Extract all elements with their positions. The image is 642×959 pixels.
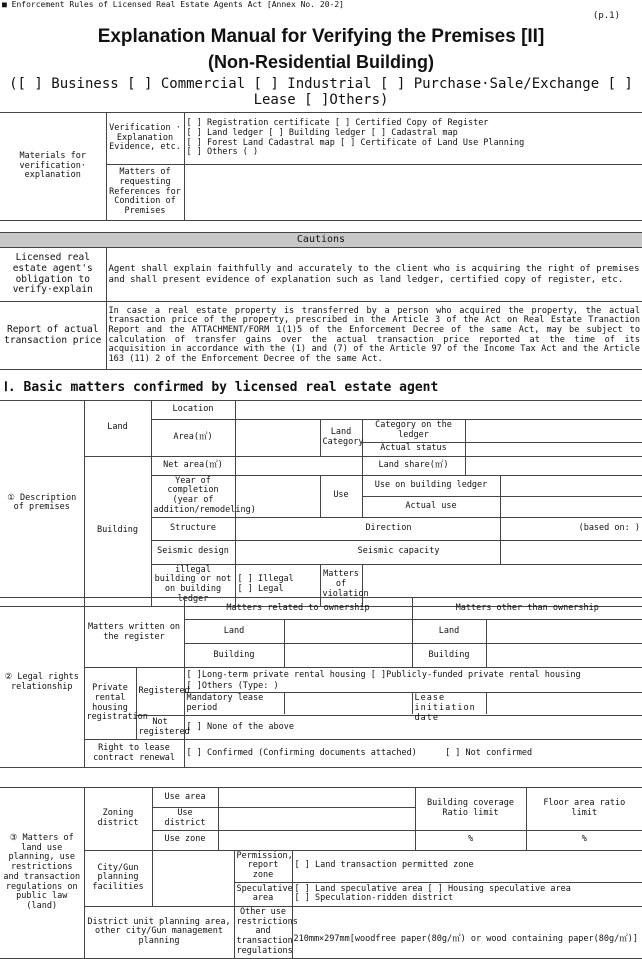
other-building-label: Building: [412, 644, 486, 668]
legal-label: ② Legal rights relationship: [0, 598, 84, 768]
net-area-field[interactable]: [235, 456, 362, 475]
materials-cautions-table: [0, 112, 642, 370]
seismic-capacity-label: Seismic capacity: [235, 540, 500, 564]
ownership-land-label: Land: [184, 620, 284, 644]
zoning-label: Zoning district: [84, 788, 152, 851]
land-label: Land: [84, 401, 151, 457]
evidence-options[interactable]: [184, 113, 642, 165]
speculative-options[interactable]: [292, 882, 642, 906]
bcr-label: Building coverage Ratio limit: [415, 788, 526, 831]
rental-registered-block[interactable]: [184, 668, 642, 723]
other-land-field[interactable]: [486, 620, 642, 644]
category-ledger-label: Category on the ledger: [362, 420, 465, 443]
actual-use-field[interactable]: [500, 496, 642, 517]
illegal-building-label: illegal building or not on building ledger: [151, 564, 235, 606]
evidence-line[interactable]: [ ] Land ledger [ ] Building ledger [ ] Cadastral map: [186, 127, 458, 138]
ownership-building-field[interactable]: [284, 644, 412, 668]
use-zone-label: Use zone: [152, 830, 218, 850]
confirmed-option[interactable]: [ ] Confirmed (Confirming documents attached): [186, 747, 417, 758]
actual-status-field[interactable]: [465, 442, 642, 456]
section-heading: Ⅰ. Basic matters confirmed by licensed real estate agent: [4, 380, 439, 395]
violation-label: Matters of violation: [320, 564, 362, 606]
other-land-label: Land: [412, 620, 486, 644]
not-registered-label: Not registered: [136, 716, 184, 740]
page-number: (p.1): [592, 11, 620, 21]
area-label: Area(㎡): [151, 420, 235, 457]
use-zone-field[interactable]: [218, 830, 415, 850]
direction-label: Direction: [235, 517, 500, 540]
description-table: [0, 400, 642, 607]
illegal-option[interactable]: [ ] Illegal: [237, 574, 294, 585]
land-share-field[interactable]: [465, 456, 642, 475]
renewal-label: Right to lease contract renewal: [84, 740, 184, 768]
request-label: Matters of requesting References for Condition of Premises: [106, 165, 184, 221]
form-reference: ■ Enforcement Rules of Licensed Real Estate Agents Act [Annex No. 20-2]: [2, 0, 344, 9]
rental-other-option[interactable]: [ ]Others (Type: ): [186, 680, 279, 691]
actual-use-label: Actual use: [362, 496, 500, 517]
speculative-label: Speculative area: [234, 882, 292, 906]
use-ledger-field[interactable]: [500, 475, 642, 496]
transaction-type-options[interactable]: ([ ] Business [ ] Commercial [ ] Industrial [ ] Purchase·Sale/Exchange [ ] Lease [ ]Others): [9, 76, 633, 108]
materials-label: Materials for verification· explanation: [0, 113, 106, 221]
rental-type-options[interactable]: [ ]Long-term private rental housing [ ]Publicly-funded private rental housing: [186, 669, 581, 680]
bcr-percent[interactable]: %: [415, 830, 526, 850]
land-category-label: Land Category: [320, 420, 362, 457]
other-ownership-label: Matters other than ownership: [412, 598, 642, 620]
evidence-line[interactable]: [ ] Others ( ): [186, 147, 259, 158]
evidence-line[interactable]: [ ] Forest Land Cadastral map [ ] Certificate of Land Use Planning: [186, 137, 525, 148]
category-ledger-field[interactable]: [465, 420, 642, 443]
paper-spec: 210mm×297mm[woodfree paper(80g/㎡) or wood containing paper(80g/㎡)]: [293, 934, 638, 944]
direction-based-on[interactable]: (based on: ): [500, 517, 642, 540]
evidence-label: Verification · Explanation Evidence, etc.: [106, 113, 184, 165]
legal-option[interactable]: [ ] Legal: [237, 584, 284, 595]
actual-status-label: Actual status: [362, 442, 465, 456]
page-title: Explanation Manual for Verifying the Premises [II]: [97, 26, 545, 47]
far-percent[interactable]: %: [526, 830, 642, 850]
legal-rights-table: [0, 597, 642, 768]
rental-label: Private rental housing registration: [84, 668, 136, 740]
report-text: In case a real estate property is transferred by a person who acquired the property, the actual transaction price of the property, prescribed in the Article 3 of the Act on Real Estate Tranaction Report and the ATTACHMENT/FORM 1(1)5 of the Enforcement Decree of the same Act, may be subject to calculation of transfer gains over the actual transaction price reported at the time of its acquisition in accordance with the (1) and (7) of the Article 97 of the Income Tax Act and the Article 163 (11) 2 of the Enforcement Decree of the same Act.: [106, 302, 642, 370]
use-label: Use: [320, 475, 362, 517]
evidence-line[interactable]: [ ] Registration certificate [ ] Certified Copy of Register: [186, 117, 489, 128]
cautions-header: Cautions: [0, 233, 642, 248]
lease-initiation-field[interactable]: [487, 693, 642, 714]
renewal-options[interactable]: [184, 740, 642, 768]
ownership-land-field[interactable]: [284, 620, 412, 644]
use-area-label: Use area: [152, 788, 218, 808]
ownership-building-label: Building: [184, 644, 284, 668]
landuse-label: ③ Matters of land use planning, use restrictions and transaction regulations on public law (land): [0, 788, 84, 959]
use-area-field[interactable]: [218, 788, 415, 808]
mandatory-period-label: Mandatory lease period: [185, 693, 285, 714]
speculative-line[interactable]: [ ] Land speculative area [ ] Housing speculative area: [294, 883, 571, 894]
use-district-label: Use district: [152, 808, 218, 831]
not-confirmed-option[interactable]: [ ] Not confirmed: [445, 747, 533, 758]
lease-initiation-label: Lease initiation date: [413, 693, 487, 714]
area-field[interactable]: [235, 420, 320, 457]
seismic-design-label: Seismic design: [151, 540, 235, 564]
request-field[interactable]: [184, 165, 642, 221]
other-use-label: Other use restrictions and transaction regulations: [234, 906, 292, 958]
far-label: Floor area ratio limit: [526, 788, 642, 831]
none-above-option[interactable]: [ ] None of the above: [184, 716, 642, 740]
location-field[interactable]: [235, 401, 642, 420]
permission-label: Permission, report zone: [234, 850, 292, 882]
obligation-text: Agent shall explain faithfully and accurately to the client who is acquiring the right of premises and shall present evidence of explanation such as land ledger, certified copy of register, etc.: [106, 248, 642, 302]
city-gun-label: City/Gun planning facilities: [84, 850, 152, 906]
registered-label: Registered: [136, 668, 184, 716]
description-label: ① Description of premises: [0, 401, 84, 607]
year-completion-label: Year of completion (year of addition/remodeling): [151, 475, 235, 517]
report-label: Report of actual transaction price: [0, 302, 106, 370]
use-ledger-label: Use on building ledger: [362, 475, 500, 496]
speculative-line[interactable]: [ ] Speculation-ridden district: [294, 893, 454, 904]
permitted-zone-option[interactable]: [ ] Land transaction permitted zone: [292, 850, 642, 882]
register-label: Matters written on the register: [84, 598, 184, 668]
district-unit-label: District unit planning area, other city/Gun management planning: [84, 906, 234, 958]
net-area-label: Net area(㎡): [151, 456, 235, 475]
use-district-field[interactable]: [218, 808, 415, 831]
location-label: Location: [151, 401, 235, 420]
page-subtitle: (Non-Residential Building): [208, 52, 434, 72]
seismic-capacity-field[interactable]: [500, 540, 642, 564]
building-label: Building: [84, 456, 151, 606]
structure-label: Structure: [151, 517, 235, 540]
city-gun-field[interactable]: [152, 850, 234, 906]
ownership-label: Matters related to ownership: [184, 598, 412, 620]
land-share-label: Land share(㎡): [362, 456, 465, 475]
other-building-field[interactable]: [486, 644, 642, 668]
mandatory-period-field[interactable]: [285, 693, 413, 714]
obligation-label: Licensed real estate agent's obligation to verify·explain: [0, 248, 106, 302]
